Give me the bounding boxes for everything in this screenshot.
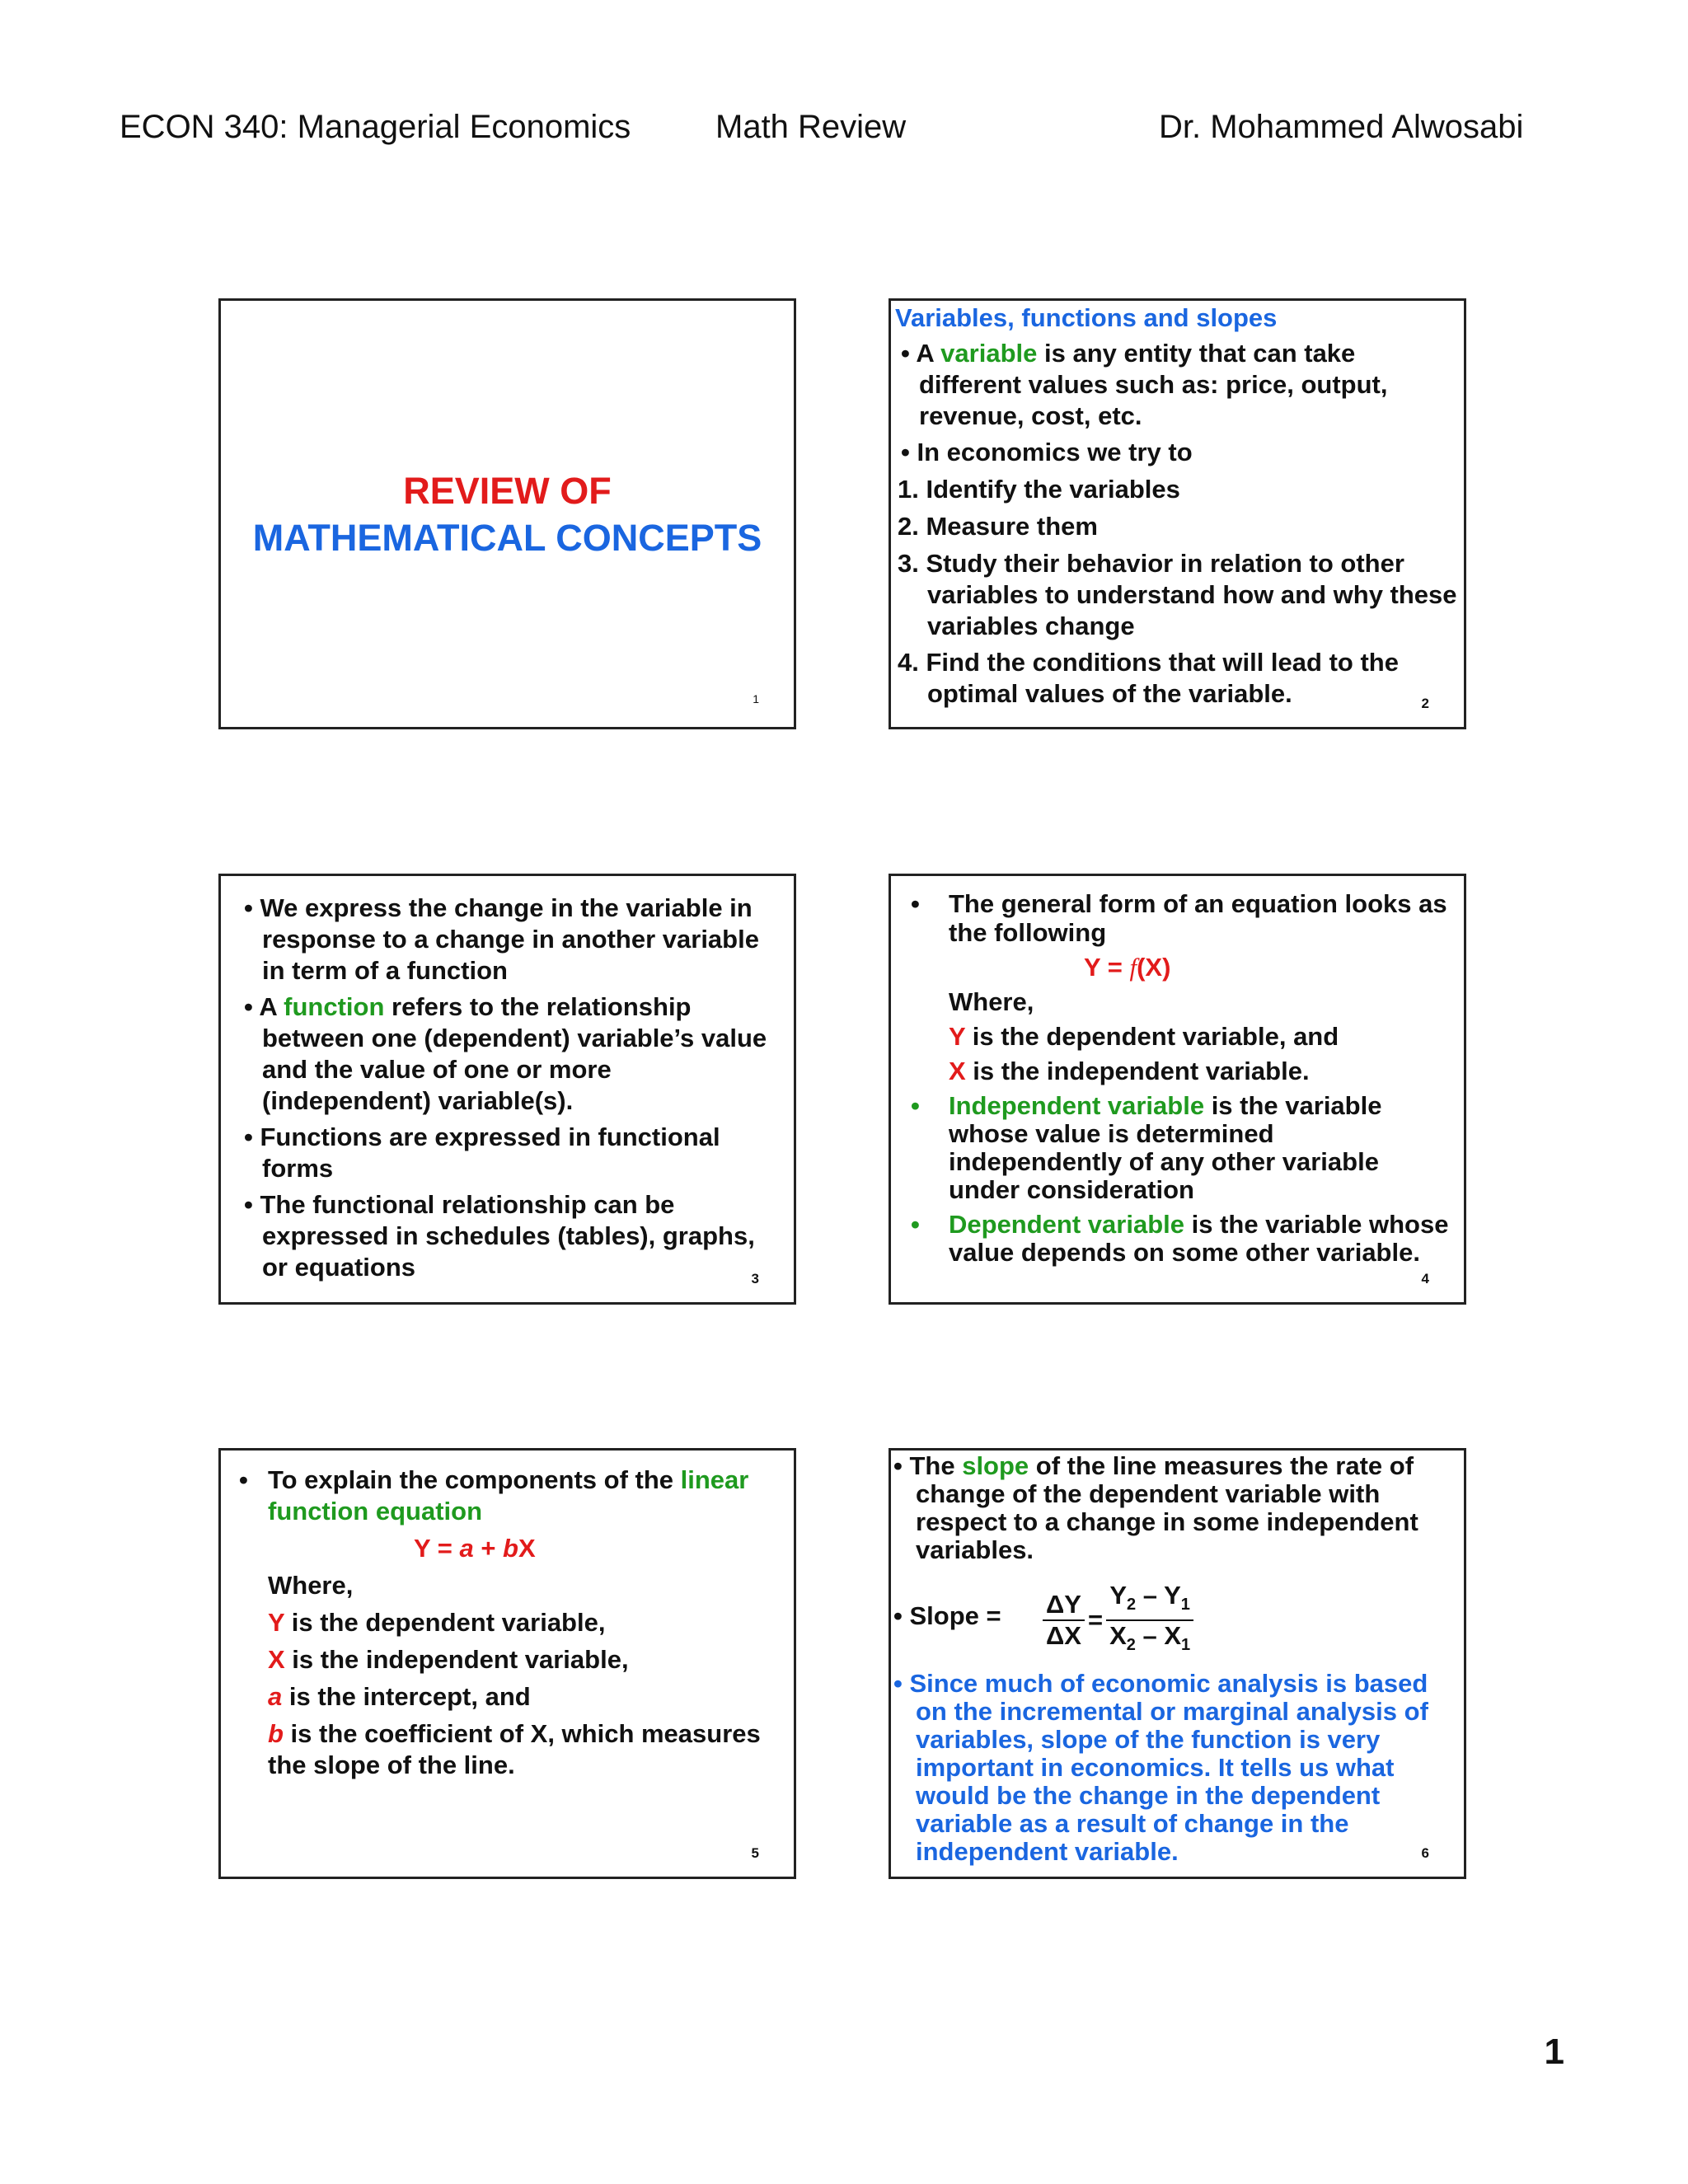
slide-3: [218, 874, 796, 1305]
text-line: or equations: [262, 1253, 416, 1282]
bullet-function: • A function refers to the relationship: [244, 992, 692, 1021]
linear-equation: Y = a + bX: [414, 1534, 536, 1563]
bullet-dot: •: [911, 889, 920, 918]
bullet-dot: •: [239, 1465, 248, 1494]
text-line: on the incremental or marginal analysis of: [916, 1697, 1428, 1726]
text-line: the following: [949, 918, 1107, 947]
slide-1-title-line2: MATHEMATICAL CONCEPTS: [252, 517, 762, 559]
slide-number: 3: [751, 1271, 759, 1286]
text-line: respect to a change in some independent: [916, 1507, 1418, 1536]
difference-fraction: $\frac{Y_2 - Y_1}{X_2 - X_1}$: [1106, 1581, 1193, 1660]
where-label: Where,: [949, 987, 1034, 1016]
text-line: change of the dependent variable with: [916, 1479, 1381, 1508]
numbered-item-3: 3. Study their behavior in relation to other: [898, 549, 1404, 578]
slide-number: 4: [1421, 1271, 1429, 1286]
text-line: variables to understand how and why these: [927, 580, 1457, 609]
course-title: ECON 340: Managerial Economics: [120, 109, 631, 145]
text-line: in term of a function: [262, 956, 508, 985]
text-line: independent variable.: [916, 1837, 1179, 1866]
slope-label: • Slope =: [893, 1601, 1001, 1630]
slide-2-heading: Variables, functions and slopes: [895, 303, 1278, 332]
slide-4: [889, 874, 1466, 1305]
text-line: independently of any other variable: [949, 1147, 1379, 1176]
b-definition: b is the coefficient of X, which measures: [268, 1719, 761, 1748]
text-line: response to a change in another variable: [262, 925, 759, 954]
text-line: variables change: [927, 612, 1135, 640]
text-line: would be the change in the dependent: [916, 1781, 1381, 1810]
bullet-importance: • Since much of economic analysis is based: [893, 1669, 1428, 1698]
bullet-relationship: • The functional relationship can be: [244, 1190, 675, 1219]
text-line: expressed in schedules (tables), graphs,: [262, 1221, 755, 1250]
slide-number: 1: [753, 692, 759, 705]
slide-1: [218, 298, 796, 729]
bullet-variable: • A variable is any entity that can take: [901, 339, 1356, 368]
text-line: between one (dependent) variable’s value: [262, 1024, 767, 1052]
text-line: different values such as: price, output,: [919, 370, 1388, 399]
bullet-economics: • In economics we try to: [901, 438, 1193, 466]
x-definition: X is the independent variable,: [268, 1645, 629, 1674]
text-line: forms: [262, 1154, 334, 1183]
text-line: variable as a result of change in the: [916, 1809, 1349, 1838]
text-line: value depends on some other variable.: [949, 1238, 1420, 1267]
bullet-forms: • Functions are expressed in functional: [244, 1122, 720, 1151]
slide-number: 5: [751, 1845, 759, 1861]
delta-fraction: $\frac{\Delta Y}{\Delta X}$: [1043, 1590, 1085, 1651]
x-definition: X is the independent variable.: [949, 1057, 1310, 1085]
text-line: (independent) variable(s).: [262, 1086, 574, 1115]
text-line: and the value of one or more: [262, 1055, 612, 1084]
text-line: revenue, cost, etc.: [919, 401, 1142, 430]
text-line: whose value is determined: [949, 1119, 1274, 1148]
text-line: variables, slope of the function is very: [916, 1725, 1381, 1754]
text-line: under consideration: [949, 1175, 1194, 1204]
slide-number: 6: [1421, 1845, 1429, 1861]
y-definition: Y is the dependent variable, and: [949, 1022, 1339, 1051]
slide-5: [218, 1448, 796, 1879]
text-line: the slope of the line.: [268, 1750, 515, 1779]
dependent-variable-def: Dependent variable is the variable whose: [949, 1210, 1449, 1239]
slope-formula: $\frac{\Delta Y}{\Delta X}$ = $\frac{Y_2 - Y_1}{X_2 - X_1}$: [1039, 1581, 1197, 1660]
where-label: Where,: [268, 1571, 354, 1600]
bullet-dot: •: [911, 1210, 920, 1239]
bullet-slope-definition: • The slope of the line measures the rate of: [893, 1451, 1414, 1480]
a-definition: a is the intercept, and: [268, 1682, 531, 1711]
y-definition: Y is the dependent variable,: [268, 1608, 606, 1637]
numbered-item-2: 2. Measure them: [898, 512, 1098, 541]
instructor-name: Dr. Mohammed Alwosabi: [1159, 109, 1524, 145]
slide-number: 2: [1421, 696, 1429, 711]
numbered-item-1: 1. Identify the variables: [898, 475, 1180, 504]
text-line: important in economics. It tells us what: [916, 1753, 1395, 1782]
text-line: optimal values of the variable.: [927, 679, 1292, 708]
text-line: The general form of an equation looks as: [949, 889, 1447, 918]
slide-1-title-line1: REVIEW OF: [403, 470, 612, 512]
page-number: 1: [1544, 2032, 1564, 2072]
topic-title: Math Review: [715, 109, 907, 145]
numbered-item-4: 4. Find the conditions that will lead to the: [898, 648, 1399, 677]
slide-6: [889, 1448, 1466, 1879]
general-equation: Y = f(X): [1084, 953, 1171, 982]
slide-2: [889, 298, 1466, 729]
text-line: function equation: [268, 1497, 483, 1526]
independent-variable-def: Independent variable is the variable: [949, 1091, 1382, 1120]
bullet-dot: •: [911, 1091, 920, 1120]
text-line: variables.: [916, 1535, 1034, 1564]
linear-intro: To explain the components of the linear: [268, 1465, 749, 1494]
bullet-change: • We express the change in the variable in: [244, 893, 753, 922]
